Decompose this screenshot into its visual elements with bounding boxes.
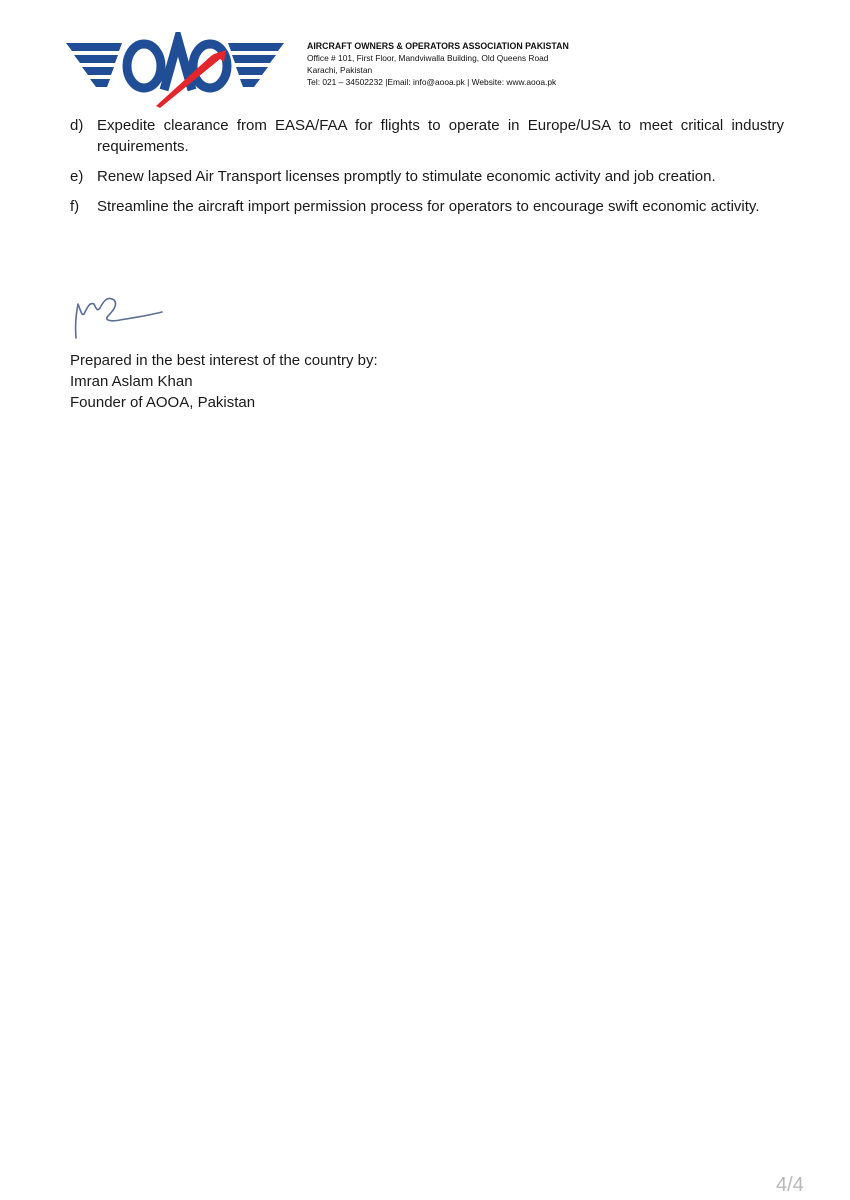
recommendation-list bbox=[70, 115, 784, 226]
right-wing-icon bbox=[228, 43, 284, 87]
list-marker: d) bbox=[70, 117, 84, 134]
list-item bbox=[70, 115, 784, 157]
list-item bbox=[70, 166, 784, 187]
list-item-text: Streamline the aircraft import permission process for operators to encourage swift economic activity. bbox=[97, 198, 760, 215]
page-number: 4/4 bbox=[776, 1174, 804, 1196]
preparer-name: Imran Aslam Khan bbox=[70, 373, 193, 390]
list-marker: f) bbox=[70, 198, 80, 215]
list-marker: e) bbox=[70, 168, 84, 185]
aooa-logo bbox=[64, 32, 286, 110]
signature bbox=[66, 286, 186, 348]
org-name: AIRCRAFT OWNERS & OPERATORS ASSOCIATION PAKISTAN bbox=[307, 41, 569, 51]
contact-line: Tel: 021 – 34502232 |Email: info@aooa.pk | Website: www.aooa.pk bbox=[307, 77, 557, 87]
prepared-intro: Prepared in the best interest of the country by: bbox=[70, 352, 378, 369]
organization-header bbox=[307, 40, 569, 88]
left-wing-icon bbox=[66, 43, 122, 87]
list-item bbox=[70, 196, 784, 217]
address-city: Karachi, Pakistan bbox=[307, 65, 373, 75]
list-item-text: Renew lapsed Air Transport licenses promptly to stimulate economic activity and job creation. bbox=[97, 168, 716, 185]
list-item-text: Expedite clearance from EASA/FAA for flights to operate in Europe/USA to meet critical industry requirements. bbox=[97, 117, 784, 155]
preparer-title: Founder of AOOA, Pakistan bbox=[70, 394, 256, 411]
address-line: Office # 101, First Floor, Mandviwalla Building, Old Queens Road bbox=[307, 53, 549, 63]
prepared-by-block bbox=[70, 350, 378, 413]
